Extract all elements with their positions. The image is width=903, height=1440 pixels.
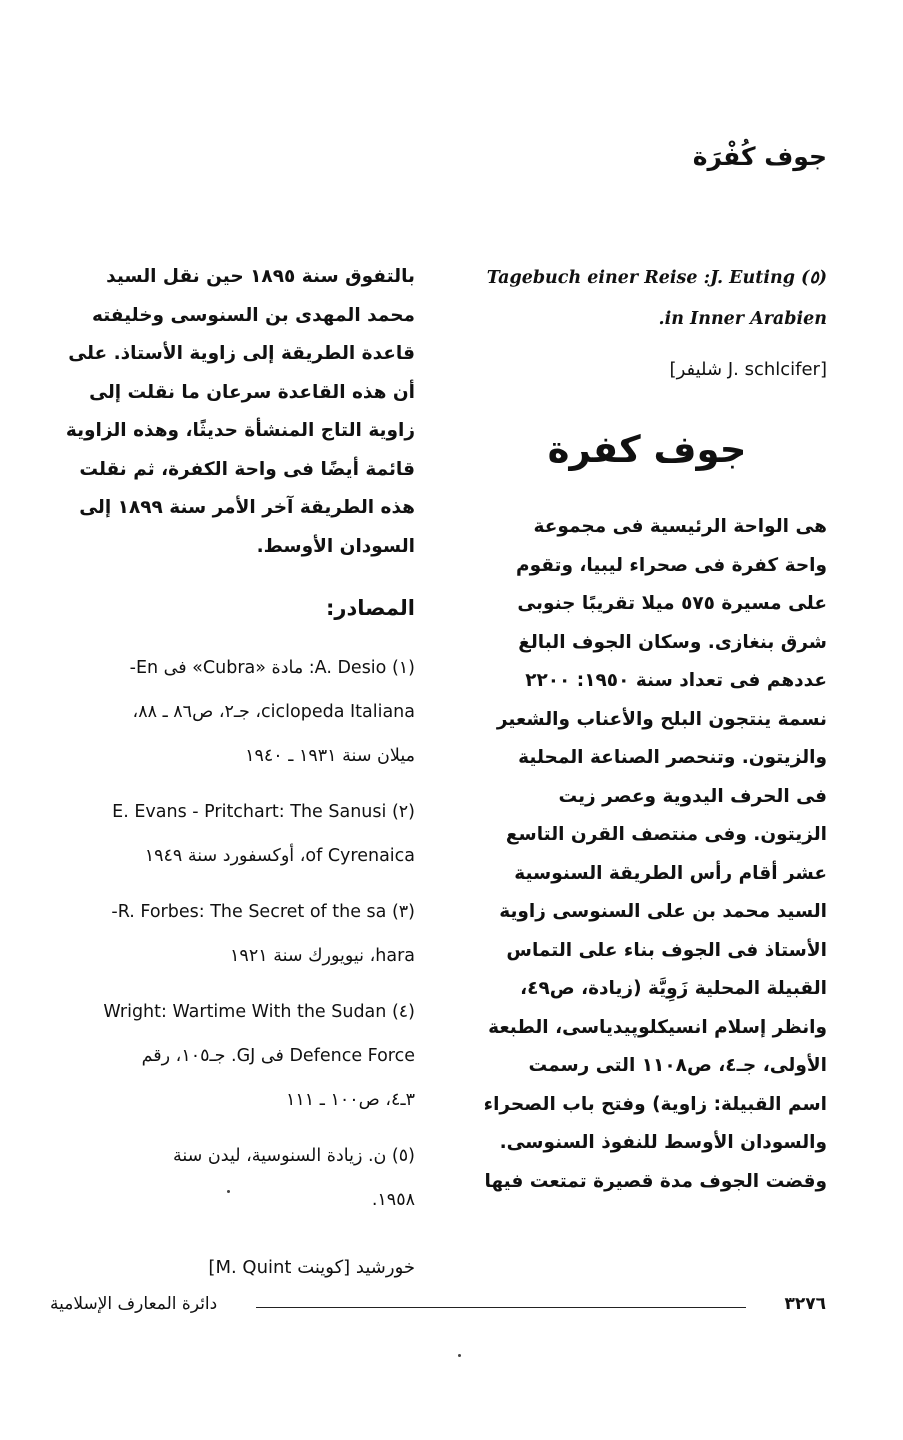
footer-page-number: ٣٢٧٦: [784, 1294, 826, 1314]
source-line: ١٩٥٨.: [371, 1190, 415, 1210]
body-line: هذه الطريقة آخر الأمر سنة ١٨٩٩ إلى: [79, 497, 415, 518]
previous-article-author: [J. schlcifer شليفر]: [669, 359, 827, 380]
source-line: ميلان سنة ١٩٣١ ـ ١٩٤٠: [245, 746, 415, 766]
body-line: أن هذه القاعدة سرعان ما نقلت إلى: [89, 381, 415, 403]
source-line: ٣ـ٤، ص١٠٠ ـ ١١١: [286, 1090, 415, 1110]
source-entry-5: [47, 1134, 415, 1222]
body-line: الأولى، جـ٤، ص١١٠٨ التى رسمت: [528, 1055, 827, 1076]
source-line: of Cyrenaica، أوكسفورد سنة ١٩٤٩: [144, 846, 415, 866]
body-line: على مسيرة ٥٧٥ ميلا تقريبًا جنوبى: [517, 593, 827, 614]
body-line: نسمة ينتجون البلح والأعناب والشعير: [496, 708, 827, 730]
reference-5-line-2: .in Inner Arabien: [658, 309, 827, 329]
sources-heading: المصادر:: [325, 596, 415, 620]
body-line: عددهم فى تعداد سنة ١٩٥٠: ٢٢٠٠: [525, 670, 827, 691]
reference-5-line-1-text: Tagebuch einer Reise :J. Euting (٥): [486, 268, 827, 288]
reference-5-line-1: [467, 258, 827, 299]
source-entry-3: [47, 890, 415, 978]
body-line: بالتفوق سنة ١٨٩٥ حين نقل السيد: [106, 266, 415, 287]
article-body-left: [47, 258, 415, 566]
body-line: الزيتون. وفى منتصف القرن التاسع: [505, 824, 827, 845]
body-line: شرق بنغازى. وسكان الجوف البالغ: [518, 631, 827, 653]
running-head: جوف كُفْرَة: [692, 142, 827, 171]
body-line: واحة كفرة فى صحراء ليبيا، وتقوم: [516, 554, 827, 576]
body-line: السودان الأوسط.: [256, 535, 415, 557]
body-line: وقضت الجوف مدة قصيرة تمتعت فيها: [484, 1170, 827, 1192]
reference-5: [467, 258, 827, 340]
source-line: Defence Force فى GJ. جـ١٠٥، رقم: [141, 1046, 415, 1066]
footer-rule: [256, 1307, 746, 1308]
scan-speck: [458, 1354, 461, 1357]
source-line: (٢) E. Evans - Pritchart: The Sanusi: [112, 802, 415, 822]
source-entry-1: [47, 646, 415, 778]
footer-series-title: دائرة المعارف الإسلامية: [50, 1294, 218, 1314]
body-line: السيد محمد بن على السنوسى زاوية: [499, 901, 827, 922]
article-title: جوف كفرة: [547, 428, 747, 471]
body-line: القبيلة المحلية زَوِيَّة (زيادة، ص٤٩،: [520, 978, 827, 999]
author-signature: خورشيد [كوينت M. Quint]: [208, 1257, 415, 1278]
source-line: (٤) Wright: Wartime With the Sudan: [103, 1002, 415, 1022]
source-line: (٣) R. Forbes: The Secret of the sa-: [111, 902, 415, 922]
body-line: قاعدة الطريقة إلى زاوية الأستاذ. على: [68, 343, 415, 364]
body-line: عشر أقام رأس الطريقة السنوسية: [514, 862, 827, 884]
body-line: محمد المهدى بن السنوسى وخليفته: [92, 304, 415, 326]
body-line: فى الحرف اليدوية وعصر زيت: [558, 785, 827, 807]
body-line: الأستاذ فى الجوف بناء على التماس: [506, 939, 827, 961]
left-column: [47, 258, 415, 1288]
page-footer: [50, 1288, 826, 1328]
source-line: (٥) ن. زيادة السنوسية، ليدن سنة: [173, 1146, 415, 1166]
body-line: اسم القبيلة: زاوية) وفتح باب الصحراء: [483, 1093, 827, 1115]
source-line: hara، نيويورك سنة ١٩٢١: [230, 946, 415, 966]
article-body-right: [467, 508, 827, 1201]
body-line: والزيتون. وتنحصر الصناعة المحلية: [518, 747, 827, 768]
body-line: قائمة أيضًا فى واحة الكفرة، ثم نقلت: [79, 458, 415, 480]
source-entry-2: [47, 790, 415, 878]
body-line: والسودان الأوسط للنفوذ السنوسى.: [499, 1132, 827, 1153]
scan-speck: [227, 1190, 230, 1193]
body-line: وانظر إسلام انسيكلوپيدياسى، الطبعة: [488, 1016, 827, 1038]
body-line: زاوية التاج المنشأة حديثًا، وهذه الزاوية: [65, 420, 415, 441]
body-line: هى الواحة الرئيسية فى مجموعة: [533, 516, 827, 537]
right-column: [467, 258, 827, 1201]
source-entry-4: [47, 990, 415, 1122]
source-line: ciclopeda Italiana، جـ٢، ص٨٦ ـ ٨٨،: [132, 702, 415, 722]
source-line: (١) A. Desio: مادة «Cubra» فى En-: [129, 658, 415, 678]
